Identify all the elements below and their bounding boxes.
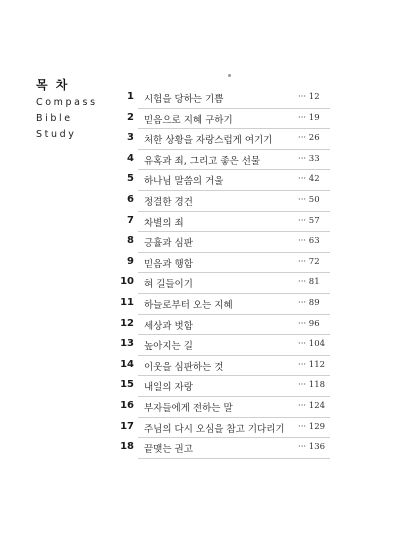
toc-entry[interactable] [110, 191, 320, 212]
toc-entry[interactable] [110, 88, 320, 109]
toc-entry-title: 처한 상황을 자랑스럽게 여기기 [144, 135, 273, 147]
toc-entry-title: 시험을 당하는 기쁨 [144, 94, 224, 105]
toc-entry-number: 9 [127, 255, 134, 267]
toc-entry-title: 하늘로부터 오는 지혜 [144, 299, 233, 311]
toc-entry-title: 차별의 죄 [144, 217, 184, 229]
decorative-dot [228, 74, 231, 77]
toc-entry-number: 3 [127, 132, 134, 144]
toc-entry-title: 유혹과 죄, 그리고 좋은 선물 [144, 155, 261, 167]
toc-entry-number: 15 [120, 379, 134, 391]
toc-entry-number: 5 [127, 173, 134, 185]
toc-entry-page: ··· 72 [298, 256, 320, 267]
toc-entry-number: 10 [120, 276, 134, 288]
toc-entry[interactable] [110, 129, 320, 150]
toc-entry-number: 16 [120, 399, 134, 411]
toc-entry-title: 혀 길들이기 [144, 279, 193, 291]
toc-entry-page: ··· 33 [298, 153, 320, 164]
toc-entry-page: ··· 118 [298, 380, 326, 391]
toc-entry-page: ··· 19 [298, 112, 320, 123]
toc-entry-number: 6 [127, 193, 134, 205]
toc-entry[interactable] [110, 273, 320, 294]
toc-entry-number: 13 [120, 338, 134, 350]
toc-entry[interactable] [110, 212, 320, 233]
toc-entry-title: 믿음과 행함 [144, 258, 193, 270]
toc-entry-title: 세상과 벗함 [144, 320, 193, 332]
toc-entry-number: 8 [127, 235, 134, 247]
toc-list [110, 88, 326, 459]
toc-entry-number: 4 [127, 152, 134, 164]
toc-entry-page: ··· 63 [298, 236, 320, 247]
toc-entry-number: 17 [120, 420, 134, 432]
series-line: Bible [36, 113, 73, 124]
toc-entry-number: 7 [127, 214, 134, 226]
series-line: Compass [36, 97, 98, 108]
toc-entry[interactable] [110, 335, 326, 356]
toc-entry-page: ··· 26 [298, 133, 320, 144]
toc-entry-page: ··· 12 [298, 92, 320, 102]
toc-entry-page: ··· 104 [298, 339, 326, 350]
toc-entry-title: 하나님 말씀의 거울 [144, 176, 224, 188]
toc-entry-page: ··· 57 [298, 215, 320, 226]
toc-entry[interactable] [110, 315, 320, 336]
toc-heading: 목 차 [36, 78, 70, 92]
series-title [36, 95, 98, 143]
toc-entry-page: ··· 42 [298, 174, 320, 185]
toc-entry-number: 2 [127, 111, 134, 123]
toc-entry-number: 11 [120, 296, 134, 308]
toc-entry[interactable] [110, 376, 326, 397]
toc-entry-page: ··· 112 [298, 359, 326, 370]
toc-entry-title: 주님의 다시 오심을 참고 기다리기 [144, 423, 285, 435]
toc-entry-title: 부자들에게 전하는 말 [144, 402, 233, 414]
toc-entry[interactable] [110, 109, 320, 130]
toc-entry[interactable] [110, 294, 320, 315]
toc-entry-page: ··· 129 [298, 421, 326, 432]
toc-entry-page: ··· 136 [298, 442, 326, 453]
toc-divider [138, 458, 330, 459]
toc-entry-page: ··· 89 [298, 297, 320, 308]
toc-entry-number: 14 [120, 358, 134, 370]
series-line: Study [36, 129, 77, 140]
toc-entry-title: 끝맺는 권고 [144, 444, 193, 456]
toc-entry-page: ··· 96 [298, 318, 320, 329]
toc-entry-title: 이웃을 심판하는 것 [144, 361, 224, 373]
toc-entry[interactable] [110, 232, 320, 253]
toc-entry[interactable] [110, 253, 320, 274]
toc-entry[interactable] [110, 418, 326, 439]
toc-entry-page: ··· 124 [298, 400, 326, 411]
toc-entry-title: 정결한 경건 [144, 196, 193, 208]
toc-entry[interactable] [110, 356, 326, 377]
toc-entry-title: 높아지는 길 [144, 341, 193, 353]
toc-entry[interactable] [110, 170, 320, 191]
toc-entry-title: 믿음으로 지혜 구하기 [144, 114, 233, 126]
toc-entry-page: ··· 50 [298, 194, 320, 205]
toc-entry-page: ··· 81 [298, 277, 320, 288]
toc-entry-title: 내일의 자랑 [144, 382, 193, 394]
toc-entry-number: 12 [120, 317, 134, 329]
toc-entry[interactable] [110, 438, 326, 459]
toc-entry[interactable] [110, 150, 320, 171]
toc-entry-title: 긍휼과 심판 [144, 238, 193, 250]
toc-entry[interactable] [110, 397, 326, 418]
toc-entry-number: 18 [120, 441, 134, 453]
toc-entry-number: 1 [127, 91, 134, 102]
